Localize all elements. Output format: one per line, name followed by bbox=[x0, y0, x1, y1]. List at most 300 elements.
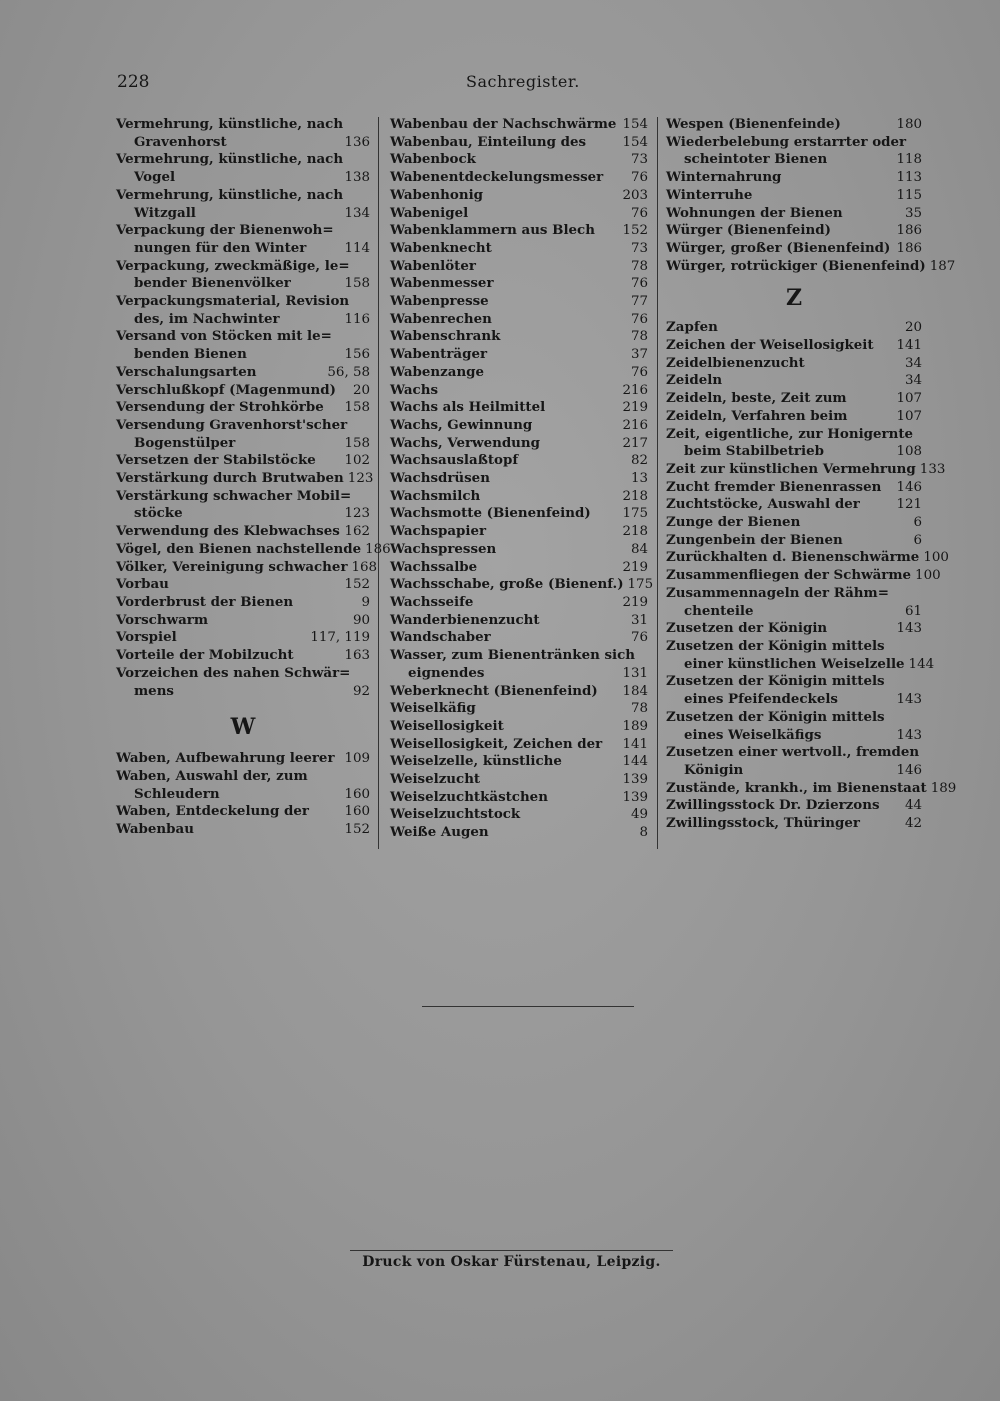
entry-term: Verpackungsmaterial, Revision bbox=[116, 293, 350, 310]
entry-line bbox=[390, 718, 648, 736]
entry-line bbox=[666, 815, 922, 833]
entry-line bbox=[666, 240, 922, 258]
entry-page-ref: 218 bbox=[622, 524, 648, 540]
entry-term: Weisellosigkeit, Zeichen der bbox=[390, 735, 603, 752]
entry-term: stöcke bbox=[134, 505, 183, 522]
entry-page-ref: 114 bbox=[344, 240, 370, 256]
entry-term: Vorteile der Mobilzucht bbox=[116, 647, 294, 664]
entry-page-ref: 158 bbox=[344, 276, 370, 292]
index-entry bbox=[116, 576, 370, 594]
entry-page-ref: 6 bbox=[913, 532, 922, 548]
entry-line bbox=[116, 275, 370, 293]
index-entry bbox=[666, 744, 922, 779]
index-entry bbox=[666, 797, 922, 815]
index-entry bbox=[666, 205, 922, 223]
entry-line bbox=[390, 187, 648, 205]
entry-line bbox=[116, 346, 370, 364]
entry-line bbox=[390, 311, 648, 329]
entry-term: Wabenlöter bbox=[390, 257, 476, 274]
entry-line bbox=[116, 364, 370, 382]
end-rule bbox=[422, 1006, 634, 1007]
entry-term: Würger, großer (Bienenfeind) bbox=[666, 239, 891, 256]
entry-term: Wachsseife bbox=[390, 593, 474, 610]
entry-page-ref: 146 bbox=[896, 479, 922, 495]
entry-term: Vorspiel bbox=[116, 629, 177, 646]
entry-term: Wabenbau der Nachschwärme bbox=[390, 116, 617, 132]
entry-line bbox=[116, 258, 370, 276]
entry-term: Zunge der Bienen bbox=[666, 514, 801, 531]
index-entry bbox=[390, 488, 648, 506]
entry-page-ref: 117, 119 bbox=[310, 630, 370, 646]
entry-line bbox=[116, 470, 374, 488]
entry-line bbox=[666, 355, 922, 373]
index-column-3 bbox=[666, 116, 957, 833]
index-entry bbox=[666, 567, 941, 585]
entry-line bbox=[666, 479, 922, 497]
index-entry bbox=[390, 629, 648, 647]
index-column-2 bbox=[390, 116, 654, 842]
entry-line bbox=[116, 647, 370, 665]
entry-page-ref: 78 bbox=[630, 329, 648, 345]
entry-term: Schleudern bbox=[134, 785, 220, 802]
entry-line bbox=[666, 390, 922, 408]
entry-page-ref: 107 bbox=[896, 391, 922, 407]
entry-page-ref: 34 bbox=[904, 355, 922, 371]
index-entry bbox=[666, 408, 922, 426]
entry-term: Wespen (Bienenfeinde) bbox=[666, 116, 841, 132]
entry-term: Vermehrung, künstliche, nach bbox=[116, 116, 344, 132]
column-divider bbox=[378, 117, 379, 849]
entry-page-ref: 143 bbox=[896, 621, 922, 637]
entry-line bbox=[666, 408, 922, 426]
entry-term: Versendung der Strohkörbe bbox=[116, 399, 324, 416]
index-entry bbox=[390, 594, 648, 612]
entry-line bbox=[390, 169, 648, 187]
entry-page-ref: 175 bbox=[622, 506, 648, 522]
entry-term: des, im Nachwinter bbox=[134, 310, 280, 327]
entry-page-ref: 146 bbox=[896, 762, 922, 778]
entry-page-ref: 31 bbox=[630, 612, 648, 628]
entry-term: Wachspressen bbox=[390, 540, 497, 557]
entry-term: Winternahrung bbox=[666, 169, 782, 186]
entry-term: nungen für den Winter bbox=[134, 239, 307, 256]
entry-page-ref: 158 bbox=[344, 435, 370, 451]
index-entry bbox=[116, 594, 370, 612]
entry-page-ref: 107 bbox=[896, 408, 922, 424]
section-letter: W bbox=[230, 714, 256, 741]
entry-term: Zeit, eigentliche, zur Honigernte bbox=[666, 425, 914, 442]
index-entry bbox=[390, 541, 648, 559]
index-entry bbox=[116, 470, 374, 488]
index-entry bbox=[390, 824, 648, 842]
entry-line bbox=[666, 744, 922, 762]
entry-line bbox=[116, 417, 370, 435]
entry-page-ref: 186 bbox=[896, 240, 922, 256]
index-entry bbox=[390, 435, 648, 453]
entry-page-ref: 162 bbox=[344, 524, 370, 540]
entry-page-ref: 20 bbox=[352, 382, 370, 398]
index-entry bbox=[390, 382, 648, 400]
index-entry bbox=[116, 222, 370, 257]
entry-term: Vögel, den Bienen nachstellende bbox=[116, 540, 362, 557]
index-entry bbox=[666, 116, 922, 134]
index-entry bbox=[666, 426, 922, 461]
entry-line bbox=[116, 540, 391, 559]
entry-term: Wabenigel bbox=[390, 204, 469, 221]
entry-line bbox=[390, 435, 648, 453]
entry-line bbox=[666, 762, 922, 780]
entry-page-ref: 134 bbox=[344, 205, 370, 221]
entry-term: Verstärkung schwacher Mobil= bbox=[116, 487, 352, 504]
entry-term: Weiselzuchtkästchen bbox=[390, 788, 548, 805]
entry-term: Zeit zur künstlichen Vermehrung bbox=[666, 460, 916, 477]
index-entry bbox=[390, 718, 648, 736]
index-entry bbox=[116, 452, 370, 470]
entry-page-ref: 186 bbox=[365, 541, 391, 557]
index-entry bbox=[116, 540, 391, 559]
index-entry bbox=[116, 382, 370, 400]
entry-term: Wachs, Gewinnung bbox=[390, 416, 533, 433]
entry-line bbox=[666, 673, 922, 691]
index-entry bbox=[390, 736, 648, 754]
entry-term: Verstärkung durch Brutwaben bbox=[116, 470, 344, 487]
entry-page-ref: 73 bbox=[630, 240, 648, 256]
entry-page-ref: 113 bbox=[896, 170, 922, 186]
index-entry bbox=[390, 771, 648, 789]
entry-line bbox=[116, 768, 370, 786]
entry-page-ref: 168 bbox=[351, 559, 378, 575]
entry-page-ref: 219 bbox=[622, 559, 648, 575]
entry-line bbox=[390, 488, 648, 506]
index-entry bbox=[390, 328, 648, 346]
entry-line bbox=[666, 567, 941, 585]
entry-term: Wachs bbox=[390, 381, 438, 398]
entry-term: Wasser, zum Bienentränken sich bbox=[390, 647, 635, 664]
entry-term: beim Stabilbetrieb bbox=[684, 443, 824, 460]
entry-line bbox=[390, 134, 648, 152]
entry-line bbox=[666, 514, 922, 532]
entry-page-ref: 217 bbox=[622, 435, 648, 451]
index-entry bbox=[390, 505, 648, 523]
entry-line bbox=[116, 505, 370, 523]
entry-page-ref: 175 bbox=[627, 577, 654, 593]
entry-page-ref: 136 bbox=[344, 134, 370, 150]
entry-page-ref: 154 bbox=[622, 134, 648, 150]
entry-line bbox=[116, 803, 370, 821]
entry-line bbox=[390, 541, 648, 559]
entry-page-ref: 118 bbox=[896, 152, 922, 168]
entry-line bbox=[390, 647, 648, 665]
entry-line bbox=[666, 426, 922, 444]
entry-page-ref: 144 bbox=[908, 656, 935, 672]
entry-page-ref: 123 bbox=[344, 506, 370, 522]
entry-line bbox=[390, 612, 648, 630]
entry-page-ref: 78 bbox=[630, 258, 648, 274]
index-entry bbox=[390, 222, 648, 240]
entry-line bbox=[116, 683, 370, 701]
entry-term: Wachsauslaßtopf bbox=[390, 452, 519, 469]
entry-line bbox=[390, 275, 648, 293]
entry-term: Vorderbrust der Bienen bbox=[116, 593, 294, 610]
entry-page-ref: 160 bbox=[344, 786, 370, 802]
entry-line bbox=[390, 452, 648, 470]
entry-page-ref: 218 bbox=[622, 488, 648, 504]
index-entry bbox=[666, 355, 922, 373]
entry-page-ref: 144 bbox=[622, 754, 648, 770]
entry-term: Versand von Stöcken mit le= bbox=[116, 328, 332, 345]
printer-imprint: Druck von Oskar Fürstenau, Leipzig. bbox=[362, 1254, 661, 1270]
entry-line bbox=[390, 700, 648, 718]
index-entry bbox=[116, 364, 370, 382]
index-entry bbox=[666, 815, 922, 833]
entry-term: Zusetzen der Königin bbox=[666, 620, 828, 637]
entry-page-ref: 82 bbox=[630, 453, 648, 469]
index-entry bbox=[666, 240, 922, 258]
index-entry bbox=[390, 647, 648, 682]
entry-line bbox=[666, 460, 946, 479]
entry-term: Zwillingsstock, Thüringer bbox=[666, 815, 860, 832]
entry-line bbox=[116, 750, 370, 768]
entry-line bbox=[390, 240, 648, 258]
entry-term: Wachssalbe bbox=[390, 558, 478, 575]
entry-page-ref: 76 bbox=[630, 311, 648, 327]
entry-page-ref: 84 bbox=[630, 541, 648, 557]
entry-page-ref: 187 bbox=[929, 258, 956, 274]
entry-term: Wabenklammern aus Blech bbox=[390, 222, 595, 239]
entry-line bbox=[666, 337, 922, 355]
index-entry bbox=[390, 523, 648, 541]
entry-line bbox=[116, 222, 370, 240]
entry-term: Zwillingsstock Dr. Dzierzons bbox=[666, 797, 880, 814]
entry-line bbox=[390, 364, 648, 382]
entry-page-ref: 219 bbox=[622, 594, 648, 610]
entry-term: Wabenbock bbox=[390, 151, 476, 168]
entry-line bbox=[116, 169, 370, 187]
entry-line bbox=[116, 558, 378, 577]
entry-page-ref: 123 bbox=[347, 471, 374, 487]
index-entry bbox=[116, 768, 370, 803]
entry-term: Wabenbau, Einteilung des bbox=[390, 133, 587, 150]
entry-page-ref: 186 bbox=[896, 223, 922, 239]
entry-line bbox=[666, 205, 922, 223]
entry-term: Vogel bbox=[134, 169, 176, 186]
entry-page-ref: 100 bbox=[923, 550, 949, 566]
entry-line bbox=[666, 691, 922, 709]
index-entry bbox=[390, 205, 648, 223]
entry-line bbox=[116, 399, 370, 417]
index-entry bbox=[390, 559, 648, 577]
index-entry bbox=[390, 470, 648, 488]
entry-line bbox=[666, 532, 922, 550]
entry-term: Zeideln bbox=[666, 372, 723, 389]
index-entry bbox=[390, 240, 648, 258]
entry-line bbox=[390, 824, 648, 842]
entry-term: Vermehrung, künstliche, nach bbox=[116, 186, 344, 203]
entry-term: Zusetzen der Königin mittels bbox=[666, 637, 885, 654]
entry-term: Zustände, krankh., im Bienenstaat bbox=[666, 779, 927, 796]
index-entry bbox=[116, 293, 370, 328]
entry-line bbox=[116, 205, 370, 223]
entry-line bbox=[390, 789, 648, 807]
index-entry bbox=[666, 779, 957, 798]
entry-term: Waben, Auswahl der, zum bbox=[116, 767, 308, 784]
entry-term: Zeideln, Verfahren beim bbox=[666, 407, 848, 424]
index-entry bbox=[666, 390, 922, 408]
entry-term: Zungenbein der Bienen bbox=[666, 531, 843, 548]
entry-line bbox=[390, 505, 648, 523]
entry-page-ref: 109 bbox=[344, 751, 370, 767]
entry-term: Wabenbau bbox=[116, 821, 194, 838]
entry-term: Wachsdrüsen bbox=[390, 470, 490, 487]
entry-page-ref: 219 bbox=[622, 400, 648, 416]
entry-line bbox=[116, 293, 370, 311]
entry-page-ref: 216 bbox=[622, 382, 648, 398]
page-number: 228 bbox=[117, 72, 150, 92]
entry-line bbox=[390, 683, 648, 701]
index-entry bbox=[116, 258, 370, 293]
entry-term: Würger, rotrückiger (Bienenfeind) bbox=[666, 257, 926, 274]
entry-page-ref: 143 bbox=[896, 727, 922, 743]
index-entry bbox=[390, 187, 648, 205]
entry-term: Zeideln, beste, Zeit zum bbox=[666, 390, 847, 407]
index-entry bbox=[390, 700, 648, 718]
entry-line bbox=[666, 603, 922, 621]
index-entry bbox=[116, 647, 370, 665]
index-entry bbox=[666, 673, 922, 708]
index-entry bbox=[116, 629, 370, 647]
entry-line bbox=[390, 736, 648, 754]
entry-line bbox=[116, 576, 370, 594]
index-column-1 bbox=[116, 116, 391, 839]
entry-term: Bogenstülper bbox=[134, 434, 236, 451]
entry-line bbox=[390, 576, 654, 594]
entry-term: Wabenzange bbox=[390, 363, 485, 380]
entry-line bbox=[666, 257, 956, 276]
index-entry bbox=[666, 479, 922, 497]
entry-term: Wandschaber bbox=[390, 629, 491, 646]
entry-line bbox=[666, 655, 935, 674]
entry-term: Wanderbienenzucht bbox=[390, 611, 540, 628]
entry-page-ref: 158 bbox=[344, 400, 370, 416]
entry-line bbox=[116, 134, 370, 152]
index-entry bbox=[666, 169, 922, 187]
column-divider bbox=[657, 117, 658, 849]
entry-page-ref: 108 bbox=[896, 444, 922, 460]
entry-page-ref: 56, 58 bbox=[327, 364, 370, 380]
entry-line bbox=[666, 319, 922, 337]
entry-term: Wiederbelebung erstarrter oder bbox=[666, 133, 907, 150]
entry-term: bender Bienenvölker bbox=[134, 275, 291, 292]
entry-page-ref: 73 bbox=[630, 152, 648, 168]
entry-line bbox=[390, 399, 648, 417]
entry-page-ref: 37 bbox=[630, 347, 648, 363]
entry-page-ref: 90 bbox=[352, 612, 370, 628]
index-entry bbox=[666, 337, 922, 355]
index-entry bbox=[390, 151, 648, 169]
entry-term: Winterruhe bbox=[666, 186, 753, 203]
entry-line bbox=[666, 727, 922, 745]
entry-line bbox=[390, 328, 648, 346]
entry-line bbox=[390, 258, 648, 276]
entry-page-ref: 100 bbox=[915, 568, 941, 584]
index-entry bbox=[390, 753, 648, 771]
index-entry bbox=[390, 417, 648, 435]
entry-page-ref: 139 bbox=[622, 772, 648, 788]
index-entry bbox=[116, 399, 370, 417]
entry-page-ref: 189 bbox=[622, 718, 648, 734]
index-entry bbox=[666, 460, 946, 479]
entry-line bbox=[390, 116, 648, 134]
entry-line bbox=[666, 134, 922, 152]
entry-term: Wachspapier bbox=[390, 523, 487, 540]
entry-term: Vorzeichen des nahen Schwär= bbox=[116, 664, 351, 681]
entry-term: Zeidelbienenzucht bbox=[666, 354, 805, 371]
entry-line bbox=[116, 151, 370, 169]
entry-term: Zeichen der Weisellosigkeit bbox=[666, 337, 874, 354]
index-entry bbox=[116, 151, 370, 186]
entry-page-ref: 189 bbox=[930, 780, 957, 796]
entry-term: Zusetzen einer wertvoll., fremden bbox=[666, 744, 920, 761]
index-entry bbox=[390, 789, 648, 807]
entry-term: Zucht fremder Bienenrassen bbox=[666, 478, 882, 495]
entry-line bbox=[666, 779, 957, 798]
entry-line bbox=[666, 222, 922, 240]
index-entry bbox=[390, 311, 648, 329]
index-entry bbox=[390, 399, 648, 417]
entry-page-ref: 116 bbox=[344, 311, 370, 327]
entry-page-ref: 76 bbox=[630, 276, 648, 292]
entry-page-ref: 77 bbox=[630, 294, 648, 310]
index-entry bbox=[390, 275, 648, 293]
entry-term: Zurückhalten d. Bienenschwärme bbox=[666, 549, 920, 566]
entry-page-ref: 6 bbox=[913, 515, 922, 531]
entry-line bbox=[666, 797, 922, 815]
entry-term: Wabenentdeckelungsmesser bbox=[390, 169, 604, 186]
entry-term: Wabenmesser bbox=[390, 275, 494, 292]
entry-line bbox=[390, 771, 648, 789]
index-entry bbox=[390, 806, 648, 824]
entry-term: Wachsmilch bbox=[390, 487, 481, 504]
entry-term: Zusammenfliegen der Schwärme bbox=[666, 567, 912, 584]
entry-term: Königin bbox=[684, 761, 744, 778]
entry-line bbox=[666, 151, 922, 169]
entry-line bbox=[666, 372, 922, 390]
entry-line bbox=[390, 470, 648, 488]
entry-line bbox=[666, 585, 922, 603]
entry-page-ref: 20 bbox=[904, 320, 922, 336]
entry-term: Waben, Aufbewahrung leerer bbox=[116, 750, 335, 767]
entry-term: Verschlußkopf (Magenmund) bbox=[116, 381, 336, 398]
entry-page-ref: 156 bbox=[344, 347, 370, 363]
entry-line bbox=[116, 452, 370, 470]
entry-term: Wachs, Verwendung bbox=[390, 434, 541, 451]
entry-term: Wachsschabe, große (Bienenf.) bbox=[390, 576, 624, 593]
entry-line bbox=[390, 151, 648, 169]
entry-term: Zuchtstöcke, Auswahl der bbox=[666, 496, 860, 513]
index-entry bbox=[666, 496, 922, 514]
index-entry bbox=[390, 364, 648, 382]
entry-page-ref: 143 bbox=[896, 692, 922, 708]
entry-line bbox=[116, 240, 370, 258]
entry-term: Würger (Bienenfeind) bbox=[666, 222, 831, 239]
entry-line bbox=[666, 187, 922, 205]
entry-page-ref: 180 bbox=[896, 117, 922, 132]
entry-page-ref: 8 bbox=[639, 825, 648, 841]
entry-term: Verpackung, zweckmäßige, le= bbox=[116, 257, 350, 274]
entry-page-ref: 184 bbox=[622, 683, 648, 699]
index-entry bbox=[116, 523, 370, 541]
entry-term: Weberknecht (Bienenfeind) bbox=[390, 682, 598, 699]
